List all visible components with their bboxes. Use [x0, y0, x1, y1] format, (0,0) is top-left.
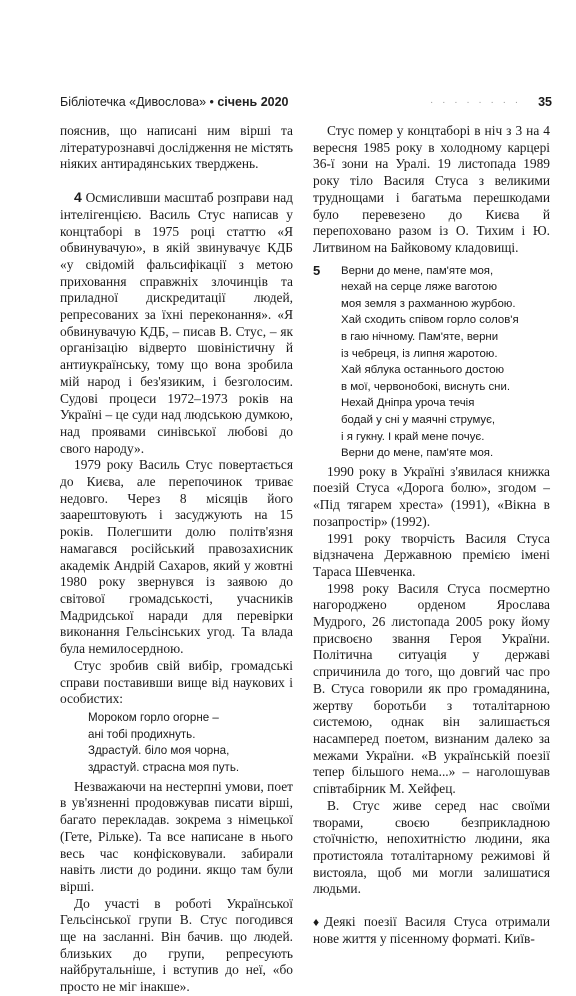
- poem-line: із чебреця, із липня жаротою.: [341, 347, 498, 360]
- header-series: Бібліотечка «Дивослова» • січень 2020: [60, 95, 289, 109]
- poem-line: нехай на серце ляже ваготою: [341, 281, 498, 294]
- poem-excerpt: [88, 710, 293, 777]
- diamond-bullet-icon: ♦: [313, 915, 324, 930]
- paragraph: ♦Деякі поезії Василя Стуса отримали нове життя у пісенному форматі. Київ-: [313, 914, 550, 946]
- paragraph: 1990 року в Україні з'явилася книжка поезій Стуса «Дорога болю», згодом – «Під тягарем хреста» (1991), «Вікна в позапростір» (1992).: [313, 463, 550, 529]
- poem-line: Хай яблука останнього достою: [341, 364, 505, 377]
- poem-line: ані тобі продихнуть.: [88, 727, 196, 741]
- paragraph: 1991 року творчість Василя Стуса відзначена Державною премією імені Тараса Шевченка.: [313, 530, 550, 579]
- paragraph: Незважаючи на нестерпні умови, поет в ув'язненні продовжував писати вірші, багато перекладав. зокрема з німецької (Гете, Рільке). Та все написане в нього весь час конфісковували. забирали навіть листи до родини. якщо там були вірші.: [60, 778, 293, 894]
- poem-excerpt: [313, 263, 550, 462]
- poem-line: і я гукну. І край мене почує.: [341, 430, 485, 443]
- poem-line: Хай сходить співом горло солов'я: [341, 314, 519, 327]
- left-column: [60, 123, 293, 996]
- paragraph: В. Стус живе серед нас своїми творами, своєю безприкладною стоїчністю, непохитністю людини, яка протистояла тоталітарному режимові й вистояла, щоб ми могли залишатися людьми.: [313, 797, 550, 897]
- poem-line: в мої, червонобокі, виснуть сни.: [341, 380, 510, 393]
- poem-line: Здрастуй. біло моя чорна,: [88, 744, 230, 758]
- paragraph: 1979 року Василь Стус повертається до Києва, але перепочинок триває недовго. Через 8 місяців його заарештовують і засуджують на 15 років. Полегшити долю політв'язня намагався російський правозахисник академік Андрій Сахаров, який у жовтні 1980 року звернувся із заявою до світової громадськості, учасників Мадридської наради для перевірки виконання Гельсінських угод. Та влада була немилосердною.: [60, 457, 293, 657]
- poem-line: Верни до мене, пам'яте моя.: [341, 447, 494, 460]
- poem-line: моя земля з рахманною журбою.: [341, 297, 516, 310]
- paragraph: Стус зробив свій вибір, громадські справи поставивши вище від наукових і особистих:: [60, 657, 293, 707]
- section-marker: 4: [74, 189, 82, 206]
- running-header: [60, 95, 552, 113]
- poem-line: здрастуй. страсна моя путь.: [88, 761, 240, 775]
- poem-line: бодай у сні у маячні струмує,: [341, 413, 496, 426]
- paragraph: До участі в роботі Української Гельсінської групи В. Стус погодився ще на засланні. Він бачив. що людей. близьких до групи, репресують найбрутальніше, і вступив до неї, «бо просто не міг інакше».: [60, 895, 293, 995]
- header-decoration: · · · · · · · ·: [430, 97, 522, 108]
- poem-line: Мороком горло огорне –: [88, 710, 219, 724]
- section-marker: 5: [313, 262, 321, 278]
- poem-line: в гаю нічному. Пам'яте, верни: [341, 331, 499, 343]
- right-column: [313, 123, 550, 947]
- paragraph: 1998 року Василя Стуса посмертно нагороджено орденом Ярослава Мудрого, 26 листопада 2005 року йому присвоєно звання Героя України. Політична ситуація у державі спричинила до того, що довгий час про В. Стуса говорили як про громадянина, жертву боротьби з тоталітарною системою, однак він залишається насамперед поетом, визнаним далеко за межами України. «В українській поезії тепер більшого нема...» – наголошував співтабірник М. Хейфец.: [313, 580, 550, 797]
- poem-line: Верни до мене, пам'яте моя,: [341, 264, 494, 277]
- paragraph: пояснив, що написані ним вірші та літературознавчі дослідження не містять ніяких антирадянських тверджень.: [60, 123, 293, 172]
- header-issue: січень 2020: [217, 95, 289, 109]
- paragraph: Стус помер у концтаборі в ніч з 3 на 4 вересня 1985 року в холодному карцері 36-ї зони на Уралі. 19 листопада 1989 року тіло Василя Стуса з великими труднощами і багатьма перешкодами було перевезено до Києва й перепоховано разом із О. Тихим і Ю. Литвином на Байковому кладовищі.: [313, 123, 550, 255]
- page-number: 35: [538, 95, 552, 109]
- paragraph: 4 Осмисливши масштаб розправи над інтелігенцією. Василь Стус написав у концтаборі в 1975 році статтю «Я обвинувачую», в якій звинувачує КДБ «у свідомій фальсифікації з метою приховання справжніх злочинців та приладної дискредитації людей, репресованих за їхні переконання». «Я обвинувачую КДБ, – писав В. Стус, – як організацію відверто шовіністичну й антиукраїнську, тому що вона зробила мій народ і без'язиким, і безголосим. Судові процеси 1972–1973 років на Україні – це суди над людською думкою, над проявами синівської любові до свого народу».: [60, 189, 293, 456]
- poem-line: Нехай Дніпра уроча течія: [341, 397, 475, 410]
